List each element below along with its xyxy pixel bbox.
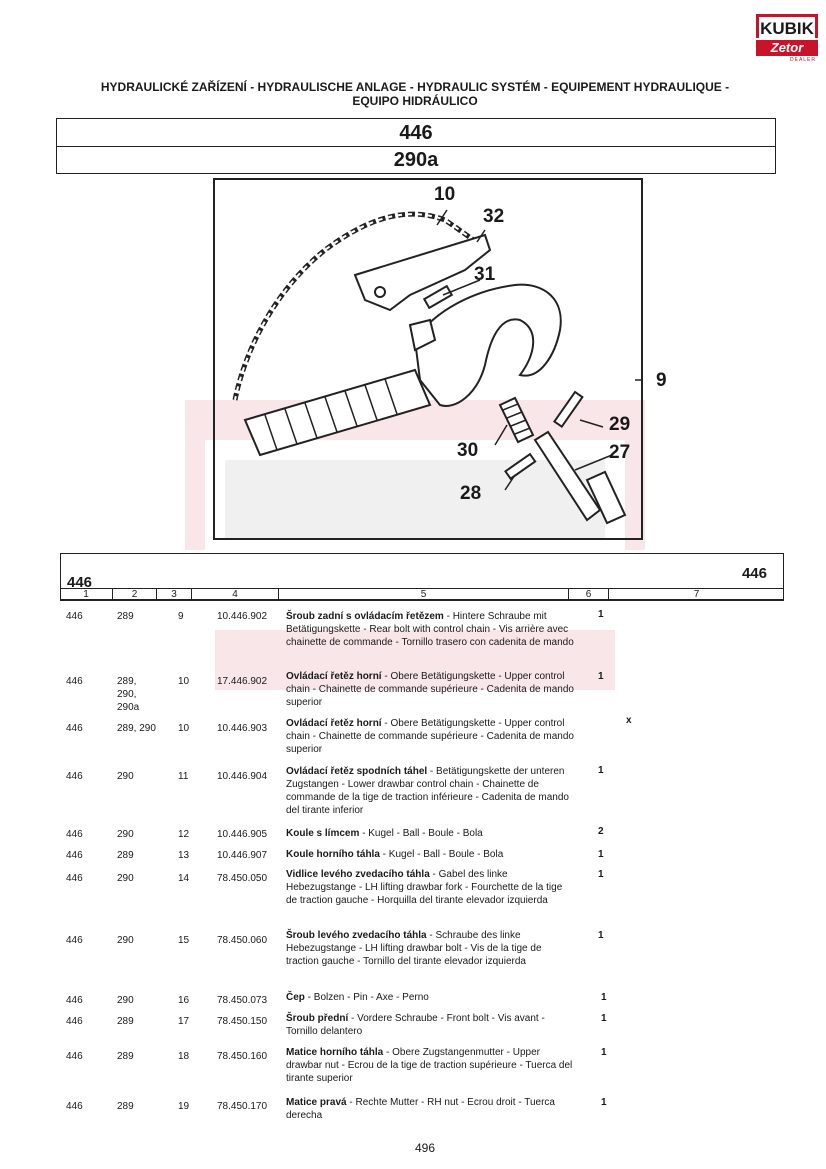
pin-28-drawing: [505, 454, 535, 479]
part-name: Vidlice levého zvedacího táhla: [286, 869, 430, 880]
cell-pages: 289: [117, 1101, 134, 1112]
cell-group: 446: [66, 771, 83, 782]
cell-pages: 289: [117, 1016, 134, 1027]
cell-group: 446: [66, 935, 83, 946]
col-header-4: 4: [192, 589, 279, 601]
part-name: Ovládací řetěz horní: [286, 718, 382, 729]
cell-description: [286, 610, 576, 649]
section-header: [60, 80, 770, 108]
part-translations: - Betätigungskette der unteren Zugstangen - Lower drawbar control chain - Chainette de commande de la tige de traction inférieure - Cadenita de mando del tirante inferior: [286, 766, 569, 816]
cell-quantity: 1: [598, 869, 604, 880]
cell-position: 19: [178, 1101, 190, 1112]
cell-group: 446: [66, 1016, 83, 1027]
logo-sub: Zetor: [756, 40, 818, 56]
cell-position: 10: [178, 723, 190, 734]
cell-position: 12: [178, 829, 190, 840]
cell-pages: 289: [117, 611, 134, 622]
callout-9: 9: [656, 370, 667, 391]
cell-pages: 289: [117, 850, 134, 861]
cell-group: 446: [66, 873, 83, 884]
cell-part-number: 78.450.170: [217, 1101, 268, 1112]
logo-brand: KUBIK: [760, 19, 814, 38]
cell-group: 446: [66, 829, 83, 840]
col-header-2: 2: [113, 589, 157, 601]
cell-pages: 290: [117, 935, 134, 946]
cell-group: 446: [66, 850, 83, 861]
cell-part-number: 78.450.073: [217, 995, 268, 1006]
cell-quantity: 2: [598, 826, 604, 837]
part-translations: - Obere Betätigungskette - Upper control chain - Chainette de commande supérieure - Cadenita de mando superior: [286, 671, 574, 708]
callout-31: 31: [474, 264, 496, 285]
hitch-illustration: [215, 180, 645, 542]
cell-part-number: 17.446.902: [217, 676, 268, 687]
col-header-1: 1: [60, 589, 113, 601]
part-translations: - Kugel - Ball - Boule - Bola: [379, 849, 504, 860]
col-header-5: 5: [279, 589, 569, 601]
page-number: 496: [414, 1141, 436, 1155]
cell-quantity: 1: [598, 609, 604, 620]
callout-28: 28: [460, 483, 482, 504]
cell-part-number: 10.446.902: [217, 611, 268, 622]
part-name: Čep: [286, 992, 305, 1003]
kubik-zetor-logo: [756, 14, 818, 66]
callout-29: 29: [609, 414, 631, 435]
threaded-shaft-drawing: [245, 370, 430, 455]
cell-description: [286, 848, 576, 861]
cell-quantity: 1: [598, 849, 604, 860]
part-translations: - Schraube des linke Hebezugstange - LH lifting drawbar bolt - Vis de la tige de traction gauche - Tornillo del tirante elevador izquierda: [286, 930, 542, 967]
cell-description: [286, 1046, 576, 1085]
cell-quantity: 1: [601, 1013, 607, 1024]
cell-part-number: 10.446.904: [217, 771, 268, 782]
part-translations: - Kugel - Ball - Boule - Bola: [359, 828, 483, 839]
table-group-left: 446: [67, 574, 93, 591]
spring-30-drawing: [500, 398, 533, 442]
callout-32: 32: [483, 206, 505, 227]
cell-quantity: 1: [601, 992, 607, 1003]
cell-position: 11: [178, 771, 189, 782]
cell-position: 14: [178, 873, 190, 884]
cell-part-number: 78.450.150: [217, 1016, 268, 1027]
cell-position: 17: [178, 1016, 190, 1027]
cell-position: 18: [178, 1051, 190, 1062]
cell-quantity: 1: [598, 930, 604, 941]
part-name: Šroub zadní s ovládacím řetězem: [286, 611, 444, 622]
pin-29-drawing: [554, 392, 582, 427]
cell-description: [286, 991, 576, 1004]
cell-group: 446: [66, 611, 83, 622]
cell-quantity: 1: [601, 1097, 607, 1108]
cell-quantity: 1: [601, 1047, 607, 1058]
cell-group: 446: [66, 1051, 83, 1062]
cell-description: [286, 868, 576, 907]
cell-note: x: [626, 715, 632, 726]
callout-30: 30: [457, 440, 479, 461]
cell-position: 13: [178, 850, 190, 861]
callout-27: 27: [609, 442, 631, 463]
cell-description: [286, 827, 576, 840]
group-number-box: 446: [56, 118, 776, 146]
cell-position: 15: [178, 935, 190, 946]
cell-group: 446: [66, 676, 83, 687]
cell-quantity: 1: [598, 765, 604, 776]
col-header-6: 6: [569, 589, 609, 601]
part-translations: - Vordere Schraube - Front bolt - Vis avant - Tornillo delantero: [286, 1013, 545, 1037]
cell-group: 446: [66, 1101, 83, 1112]
part-translations: - Bolzen - Pin - Axe - Perno: [304, 992, 429, 1003]
part-name: Ovládací řetěz horní: [286, 671, 382, 682]
pin-31-drawing: [424, 286, 452, 308]
part-name: Matice horního táhla: [286, 1047, 384, 1058]
part-name: Koule horního táhla: [286, 849, 380, 860]
cell-description: [286, 929, 576, 968]
cell-group: 446: [66, 995, 83, 1006]
part-translations: - Obere Zugstangenmutter - Upper drawbar nut - Ecrou de la tige de traction supérieure - Tuerca del tirante superior: [286, 1047, 573, 1084]
cell-pages: 289, 290: [117, 723, 156, 734]
page-ref-box: 290a: [56, 146, 776, 174]
cell-quantity: 1: [598, 671, 604, 682]
cell-part-number: 78.450.160: [217, 1051, 268, 1062]
cell-pages: 290: [117, 771, 134, 782]
cell-description: [286, 1012, 576, 1038]
part-name: Koule s límcem: [286, 828, 360, 839]
cell-part-number: 78.450.060: [217, 935, 268, 946]
cell-description: [286, 1096, 576, 1122]
part-name: Šroub přední: [286, 1013, 349, 1024]
table-group-right: 446: [741, 565, 767, 582]
cell-position: 10: [178, 676, 190, 687]
header-line-2: EQUIPO HIDRÁULICO: [352, 94, 478, 108]
exploded-view-figure: [213, 178, 643, 540]
cell-pages: 290: [117, 995, 134, 1006]
col-header-3: 3: [157, 589, 192, 601]
col-header-7: 7: [693, 589, 700, 600]
cell-group: 446: [66, 723, 83, 734]
cell-part-number: 78.450.050: [217, 873, 268, 884]
part-translations: - Obere Betätigungskette - Upper control chain - Chainette de commande supérieure - Cadenita de mando superior: [286, 718, 574, 755]
part-name: Ovládací řetěz spodních táhel: [286, 766, 428, 777]
part-translations: - Rechte Mutter - RH nut - Ecrou droit - Tuerca derecha: [286, 1097, 555, 1121]
cell-part-number: 10.446.907: [217, 850, 268, 861]
cell-pages: 289: [117, 1051, 134, 1062]
cell-part-number: 10.446.903: [217, 723, 268, 734]
logo-dealer: DEALER: [790, 57, 817, 63]
cell-pages: 290: [117, 829, 134, 840]
cell-position: 16: [178, 995, 190, 1006]
cell-position: 9: [178, 611, 184, 622]
part-translations: - Hintere Schraube mit Betätigungskette - Rear bolt with control chain - Vis arrière avec chainette de commande - Tornillo trasero con cadenita de mando: [286, 611, 574, 648]
part-name: Šroub levého zvedacího táhla: [286, 930, 427, 941]
cell-description: [286, 717, 576, 756]
cell-part-number: 10.446.905: [217, 829, 268, 840]
part-translations: - Gabel des linke Hebezugstange - LH lifting drawbar fork - Fourchette de la tige de traction gauche - Horquilla del tirante elevador izquierda: [286, 869, 563, 906]
header-line-1: HYDRAULICKÉ ZAŘÍZENÍ - HYDRAULISCHE ANLAGE - HYDRAULIC SYSTÉM - EQUIPEMENT HYDRAULIQUE -: [100, 80, 730, 94]
cell-pages: 289, 290, 290a: [117, 676, 140, 713]
column-header-row: [60, 588, 784, 601]
cell-description: [286, 670, 576, 709]
callout-10: 10: [434, 184, 456, 205]
cell-description: [286, 765, 576, 817]
cell-pages: 290: [117, 873, 134, 884]
part-name: Matice pravá: [286, 1097, 347, 1108]
